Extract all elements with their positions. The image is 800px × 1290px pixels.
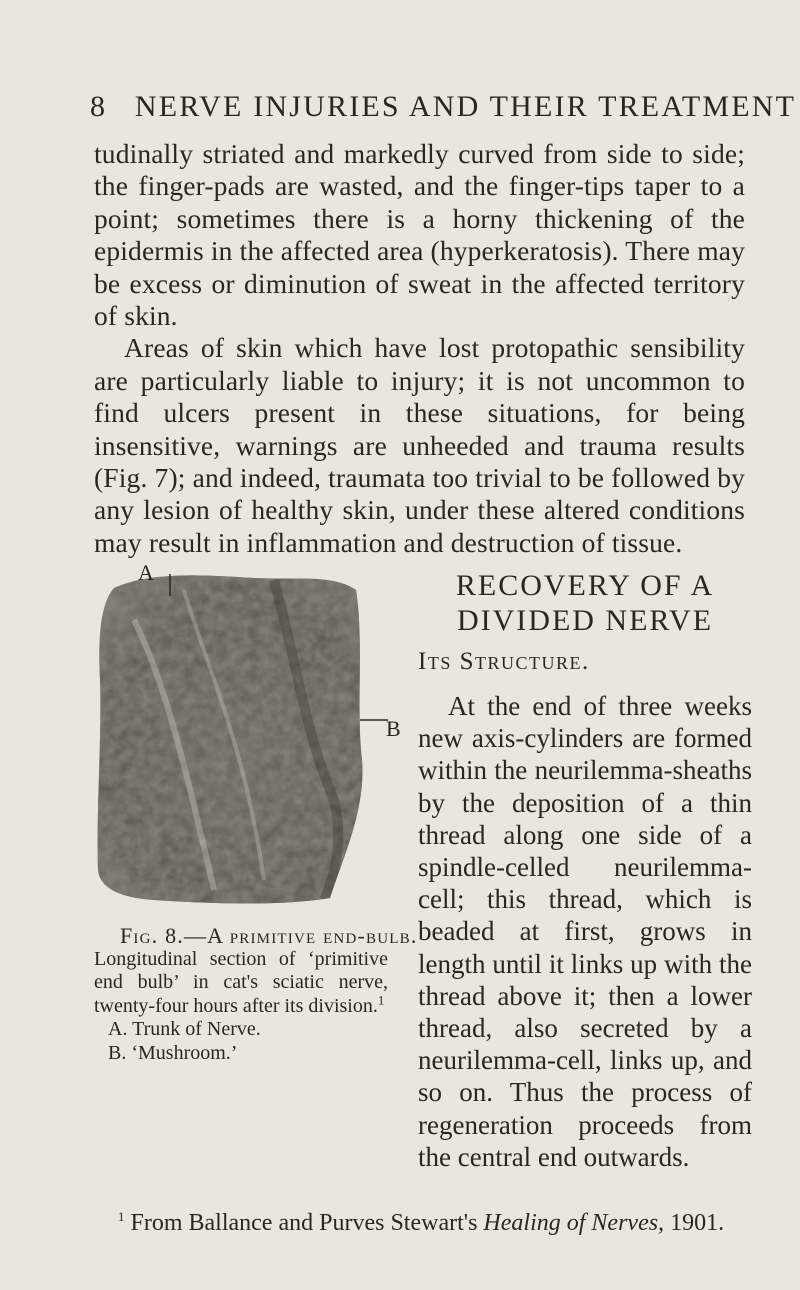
footnote: [118, 1210, 768, 1237]
figure-caption: [94, 923, 418, 1065]
paragraph-1: tudinally striated and markedly curved from side to side; the finger-pads are wasted, and the finger-tips taper to a point; sometimes there is a horny thickening of the epidermis in the affected area (hyperkeratosis). There may be excess or diminution of sweat in the affected territory of skin.: [94, 138, 745, 332]
page-header: [90, 90, 797, 124]
caption-description: [94, 948, 388, 1019]
page-number: 8: [90, 90, 108, 123]
legend-b: B. ‘Mushroom.’: [108, 1041, 238, 1064]
footnote-text-after: 1901.: [670, 1210, 725, 1236]
figure-label-a: A: [138, 560, 154, 585]
body-text: [94, 138, 745, 559]
paragraph-2: Areas of skin which have lost protopathic sensibility are particularly liable to injury; it is not uncommon to find ulcers present in these situations, for being insensitive, warnings are unheeded and trauma results (Fig. 7); and indeed, traumata too trivial to be followed by any lesion of healthy skin, under these altered conditions may result in inflammation and destruction of tissue.: [94, 332, 745, 558]
nerve-micrograph: [94, 560, 388, 910]
legend-a: A. Trunk of Nerve.: [108, 1018, 261, 1040]
footnote-marker: 1: [118, 1209, 125, 1224]
footnote-italic-title: Healing of Nerves,: [483, 1210, 665, 1236]
section-paragraph: At the end of three weeks new axis-cylinders are formed within the neurilemma-sheaths by the deposition of a thin thread along one side of a spindle-celled neurilemma-cell; this thread, which is beaded at first, grows in length until it links up with the thread above it; then a lower thread, also secreted by a neurilemma-cell, links up, and so on. Thus the process of regeneration proceeds from the central end outwards.: [418, 691, 752, 1172]
section-subtitle: Its Structure.: [418, 648, 590, 675]
micrograph-image: [94, 560, 388, 910]
footnote-text-before: From Ballance and Purves Stewart's: [130, 1210, 478, 1236]
figure-label-b: B: [386, 716, 401, 741]
section-body: [418, 690, 752, 1173]
section-title: [418, 568, 752, 638]
section-title-line-2: DIVIDED NERVE: [456, 604, 714, 637]
caption-text: Longitudinal section of ‘primitive end bulb’ in cat's sciatic nerve, twenty-four hours after its division.: [94, 947, 388, 1017]
caption-footnote-ref: 1: [377, 991, 385, 1007]
running-title: NERVE INJURIES AND THEIR TREATMENT: [134, 90, 797, 123]
caption-title: Fig. 8.—A primitive end-bulb.: [120, 923, 418, 948]
section-title-line-1: RECOVERY OF A: [455, 569, 715, 602]
